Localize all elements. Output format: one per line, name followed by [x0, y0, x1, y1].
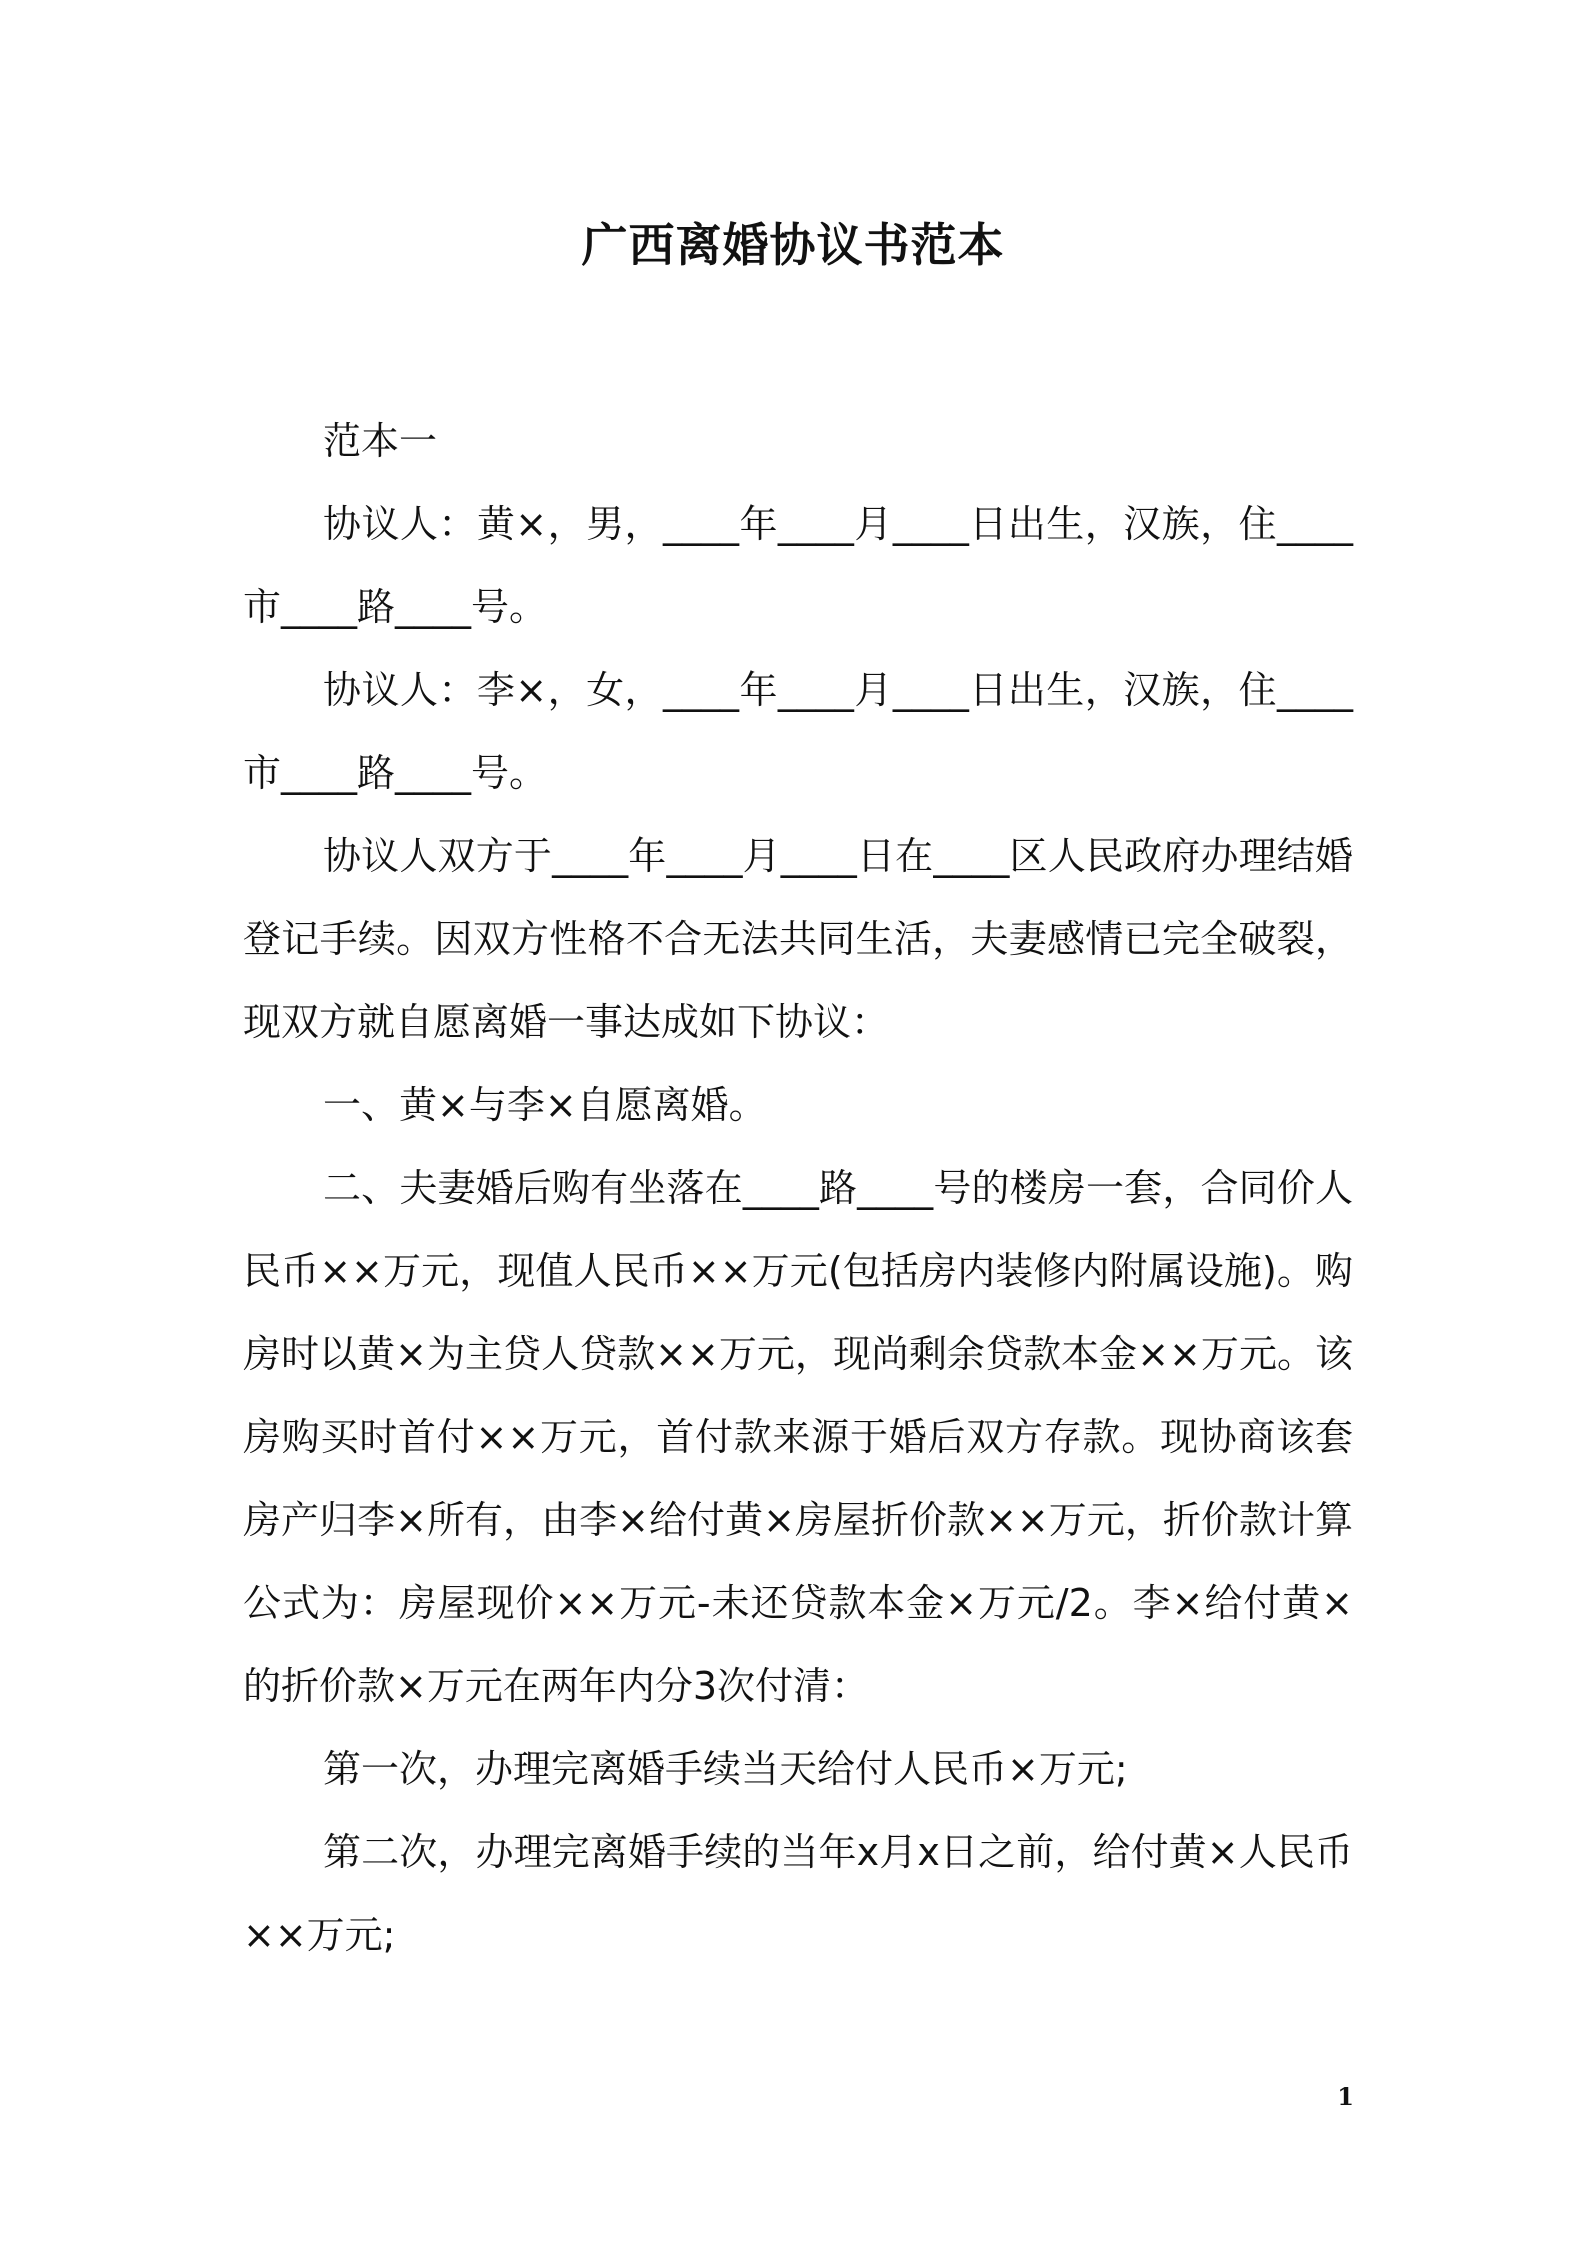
paragraph-clause-one: 一、黄×与李×自愿离婚。	[323, 1083, 767, 1127]
document-title: 广西离婚协议书范本	[581, 218, 1005, 272]
paragraph-section-heading: 范本一	[323, 419, 438, 463]
paragraph-party-one: 协议人：黄×，男，____年____月____日出生，汉族，住____市____路____号。	[243, 502, 1353, 629]
paragraph-first-payment: 第一次，办理完离婚手续当天给付人民币×万元;	[323, 1747, 1128, 1791]
paragraph-marriage-background: 协议人双方于____年____月____日在____区人民政府办理结婚登记手续。因双方性格不合无法共同生活，夫妻感情已完全破裂，现双方就自愿离婚一事达成如下协议：	[243, 834, 1353, 1044]
page-number: 1	[1337, 2082, 1354, 2111]
paragraph-clause-two: 二、夫妻婚后购有坐落在____路____号的楼房一套，合同价人民币××万元，现值人民币××万元(包括房内装修内附属设施)。购房时以黄×为主贷人贷款××万元，现尚剩余贷款本金××万元。该房购买时首付××万元，首付款来源于婚后双方存款。现协商该套房产归李×所有，由李×给付黄×房屋折价款××万元，折价款计算公式为：房屋现价××万元-未还贷款本金×万元/2。李×给付黄×的折价款×万元在两年内分3次付清：	[243, 1166, 1353, 1708]
document-body	[243, 400, 1353, 1977]
paragraph-second-payment: 第二次，办理完离婚手续的当年x月x日之前，给付黄×人民币××万元;	[243, 1830, 1353, 1957]
paragraph-party-two: 协议人：李×，女，____年____月____日出生，汉族，住____市____路____号。	[243, 668, 1353, 795]
